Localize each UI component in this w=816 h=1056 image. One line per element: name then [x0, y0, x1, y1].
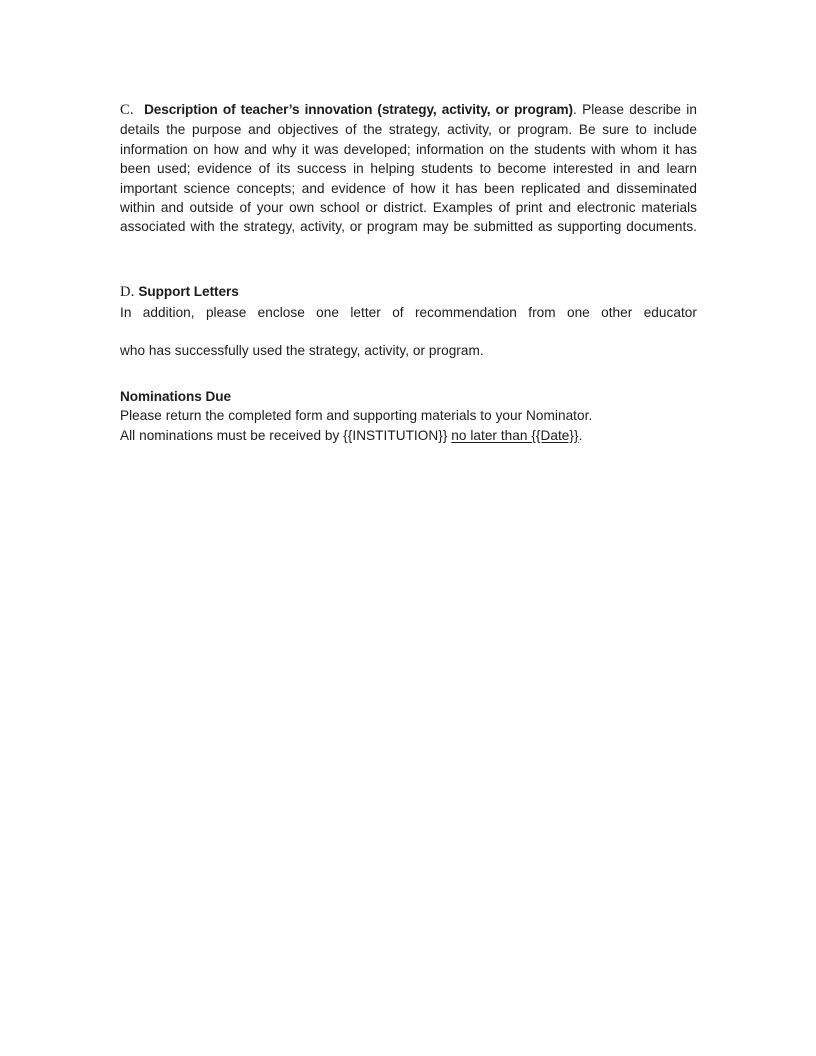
section-d-heading-text: Support Letters [138, 284, 239, 300]
nominations-due-prefix: All nominations must be received by {{INSTITUTION}} [120, 427, 452, 443]
section-c-label: C. [120, 102, 134, 118]
spacer-after-section-c [120, 256, 697, 282]
section-d-line-2: who has successfully used the strategy, activity, or program. [120, 343, 484, 359]
section-c-paragraph [120, 100, 697, 256]
nominations-due-suffix: . [578, 427, 583, 443]
section-c-body: . Please describe in details the purpose and objectives of the strategy, activity, or program. Be sure to include information on how and why it was developed; information on the students with whom it has been used; evidence of its success in helping students to become interested in and learn important science concepts; and evidence of how it has been replicated and disseminated within and outside of your own school or district. Examples of print and electronic materials associated with the strategy, activity, or program may be submitted as supporting documents. [120, 102, 697, 235]
nominations-due-line-2 [120, 426, 697, 445]
document-content [120, 100, 697, 445]
section-d-label: D. [120, 284, 135, 301]
section-c-inline-heading: Description of teacher’s innovation (strategy, activity, or program) [144, 102, 573, 117]
section-d-line-1-text: In addition, please enclose one letter of recommendation from one other educator [120, 304, 697, 320]
spacer-after-section-d [120, 361, 697, 387]
nominations-due-line-1: Please return the completed form and supporting materials to your Nominator. [120, 408, 593, 424]
section-d-heading [120, 282, 697, 302]
nominations-due-deadline: no later than {{Date}} [451, 427, 579, 443]
section-d-line-1 [120, 303, 697, 342]
nominations-due-heading: Nominations Due [120, 388, 232, 404]
